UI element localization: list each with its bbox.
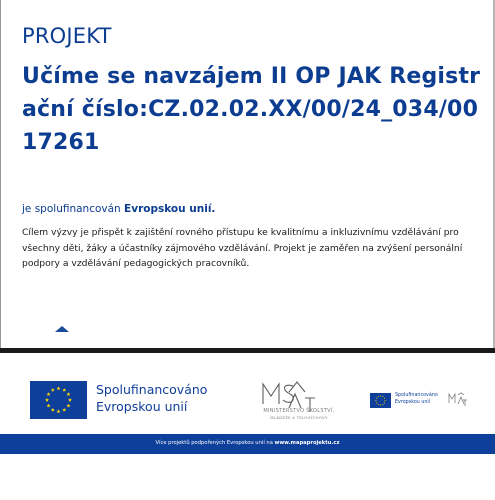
footer-prefix: Více projektů podpořených Evropskou unií na [155, 440, 275, 446]
footer-note [0, 440, 495, 446]
cofinance-note [22, 203, 215, 215]
project-description: Cílem výzvy je přispět k zajištění rovného přístupu ke kvalitnímu a inkluzivnímu vzdělávání pro všechny děti, žáky a účastníky zájmového vzdělávání. Projekt je zaměřen na zvýšení personální podpory a vzdělávání pedagogických pracovníků. [22, 227, 463, 269]
up-arrow-icon[interactable] [55, 326, 69, 332]
footer-link[interactable]: www.mapaprojektu.cz [274, 440, 340, 446]
msmt-logo-icon [243, 378, 353, 428]
eu-cofinance-logo-text [96, 381, 207, 415]
project-title: Učíme se navzájem II OP JAK Registrační číslo:CZ.02.02.XX/00/24_034/0017261 [22, 64, 481, 155]
msmt-logo-small-icon [446, 392, 468, 410]
frame-border-left [0, 0, 1, 348]
msmt-name-line2: MLÁDEŽE A TĚLOVÝCHOVY [270, 415, 328, 420]
eu-small-line2: Evropskou unií [395, 399, 431, 405]
eu-logo-line1: Spolufinancováno [96, 382, 208, 397]
eu-small-line1: Spolufinancováno [395, 393, 438, 398]
eu-flag-icon [30, 381, 87, 419]
project-kicker: PROJEKT [22, 24, 112, 48]
msmt-name-line1: MINISTERSTVO ŠKOLSTVÍ, [263, 408, 335, 414]
eu-flag-small-icon [370, 393, 391, 408]
eu-logo-line2: Evropskou unií [96, 399, 188, 414]
eu-cofinance-logo-small-text [395, 393, 438, 406]
section-divider [0, 348, 495, 353]
cofinance-strong: Evropskou unií. [124, 203, 216, 215]
cofinance-prefix: je spolufinancován [22, 203, 125, 215]
